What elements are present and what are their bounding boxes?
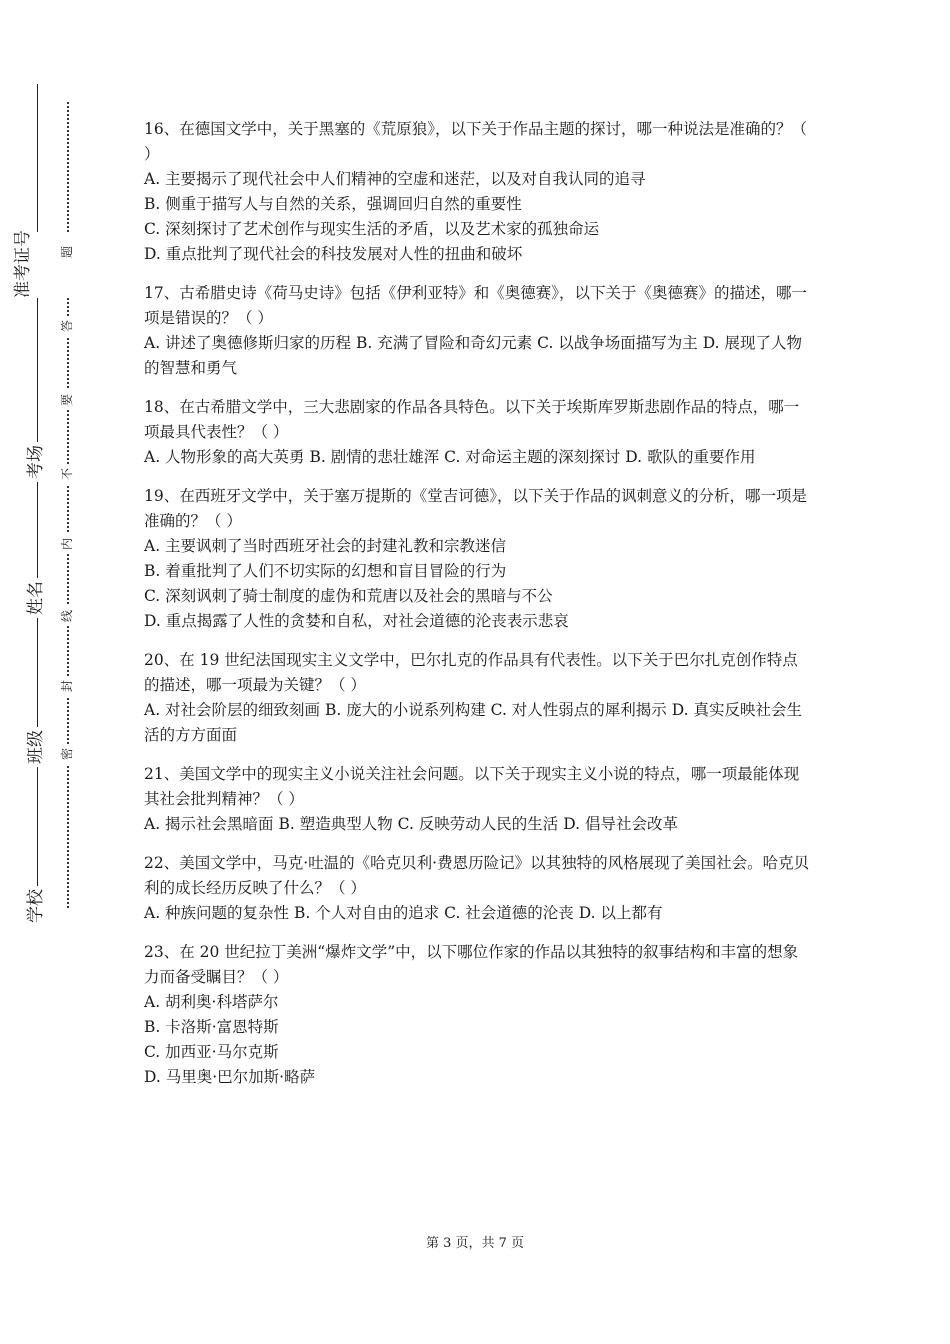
- question-20: [144, 648, 812, 748]
- question-22: [144, 851, 812, 926]
- question-stem: 19、在西班牙文学中，关于塞万提斯的《堂吉诃德》，以下关于作品的讽刺意义的分析，哪一项是准确的？（ ）: [144, 487, 807, 530]
- option-list: [144, 167, 812, 267]
- option-b: B. 着重批判了人们不切实际的幻想和盲目冒险的行为: [144, 562, 507, 580]
- binding-margin: [0, 0, 110, 1344]
- question-23: [144, 940, 812, 1090]
- seal-dotted-line: [67, 102, 69, 908]
- seal-char-ti: 题: [57, 242, 77, 262]
- option-d: D. 重点批判了现代社会的科技发展对人性的扭曲和破坏: [144, 245, 523, 263]
- field-exam-number-label: 准考证号: [5, 232, 71, 298]
- option-a: A. 主要讽刺了当时西班牙社会的封建礼教和宗教迷信: [144, 537, 507, 555]
- seal-char-xian: 线: [57, 606, 77, 626]
- inline-options: A. 揭示社会黑暗面 B. 塑造典型人物 C. 反映劳动人民的生活 D. 倡导社会改革: [144, 815, 678, 833]
- question-stem: 17、古希腊史诗《荷马史诗》包括《伊利亚特》和《奥德赛》，以下关于《奥德赛》的描述，哪一项是错误的？（ ）: [144, 284, 807, 327]
- option-a: A. 胡利奥·科塔萨尔: [144, 993, 279, 1011]
- seal-char-mi: 密: [57, 744, 77, 764]
- field-school-label: 学校: [18, 886, 58, 926]
- option-c: C. 深刻讽刺了骑士制度的虚伪和荒唐以及社会的黑暗与不公: [144, 587, 553, 605]
- option-d: D. 重点揭露了人性的贪婪和自私，对社会道德的沦丧表示悲哀: [144, 612, 569, 630]
- option-d: D. 马里奥·巴尔加斯·略萨: [144, 1068, 316, 1086]
- question-19: [144, 484, 812, 634]
- inline-options: A. 讲述了奥德修斯归家的历程 B. 充满了冒险和奇幻元素 C. 以战争场面描写为主 D. 展现了人物的智慧和勇气: [144, 334, 802, 377]
- question-18: [144, 395, 812, 470]
- question-stem: 18、在古希腊文学中，三大悲剧家的作品各具特色。以下关于埃斯库罗斯悲剧作品的特点，哪一项最具代表性？（ ）: [144, 398, 800, 441]
- seal-char-yao: 要: [57, 390, 77, 410]
- question-21: [144, 762, 812, 837]
- option-b: B. 卡洛斯·富恩特斯: [144, 1018, 279, 1036]
- option-list: [144, 990, 812, 1090]
- question-stem: 21、美国文学中的现实主义小说关注社会问题。以下关于现实主义小说的特点，哪一项最能体现其社会批判精神？（ ）: [144, 765, 800, 808]
- question-17: [144, 281, 812, 381]
- inline-options: A. 人物形象的高大英勇 B. 剧情的悲壮雄浑 C. 对命运主题的深刻探讨 D. 歌队的重要作用: [144, 448, 756, 466]
- question-stem: 16、在德国文学中，关于黑塞的《荒原狼》，以下关于作品主题的探讨，哪一种说法是准确的？（ ）: [144, 120, 807, 163]
- seal-char-da: 答: [57, 316, 77, 336]
- page-number: 第 3 页，共 7 页: [425, 1236, 525, 1251]
- inline-options: A. 种族问题的复杂性 B. 个人对自由的追求 C. 社会道德的沦丧 D. 以上都有: [144, 904, 663, 922]
- seal-char-nei: 内: [57, 534, 77, 554]
- binding-solid-line: [37, 84, 38, 910]
- question-stem: 20、在 19 世纪法国现实主义文学中，巴尔扎克的作品具有代表性。以下关于巴尔扎克创作特点的描述，哪一项最为关键？（ ）: [144, 651, 798, 694]
- question-stem: 22、美国文学中，马克·吐温的《哈克贝利·费恩历险记》以其独特的风格展现了美国社会。哈克贝利的成长经历反映了什么？（ ）: [144, 854, 810, 897]
- field-exam-room-label: 考场: [18, 442, 58, 482]
- inline-options: A. 对社会阶层的细致刻画 B. 庞大的小说系列构建 C. 对人性弱点的犀利揭示 D. 真实反映社会生活的方方面面: [144, 701, 802, 744]
- option-a: A. 主要揭示了现代社会中人们精神的空虚和迷茫，以及对自我认同的追寻: [144, 170, 646, 188]
- field-class-label: 班级: [18, 727, 58, 767]
- seal-char-bu: 不: [57, 464, 77, 484]
- question-16: [144, 117, 812, 267]
- option-c: C. 深刻探讨了艺术创作与现实生活的矛盾，以及艺术家的孤独命运: [144, 220, 600, 238]
- option-list: [144, 534, 812, 634]
- question-stem: 23、在 20 世纪拉丁美洲“爆炸文学”中，以下哪位作家的作品以其独特的叙事结构和丰富的想象力而备受瞩目？（ ）: [144, 943, 799, 986]
- field-name-label: 姓名: [18, 578, 58, 618]
- question-list: [144, 117, 812, 1104]
- option-b: B. 侧重于描写人与自然的关系，强调回归自然的重要性: [144, 195, 522, 213]
- seal-char-feng: 封: [57, 676, 77, 696]
- option-c: C. 加西亚·马尔克斯: [144, 1043, 279, 1061]
